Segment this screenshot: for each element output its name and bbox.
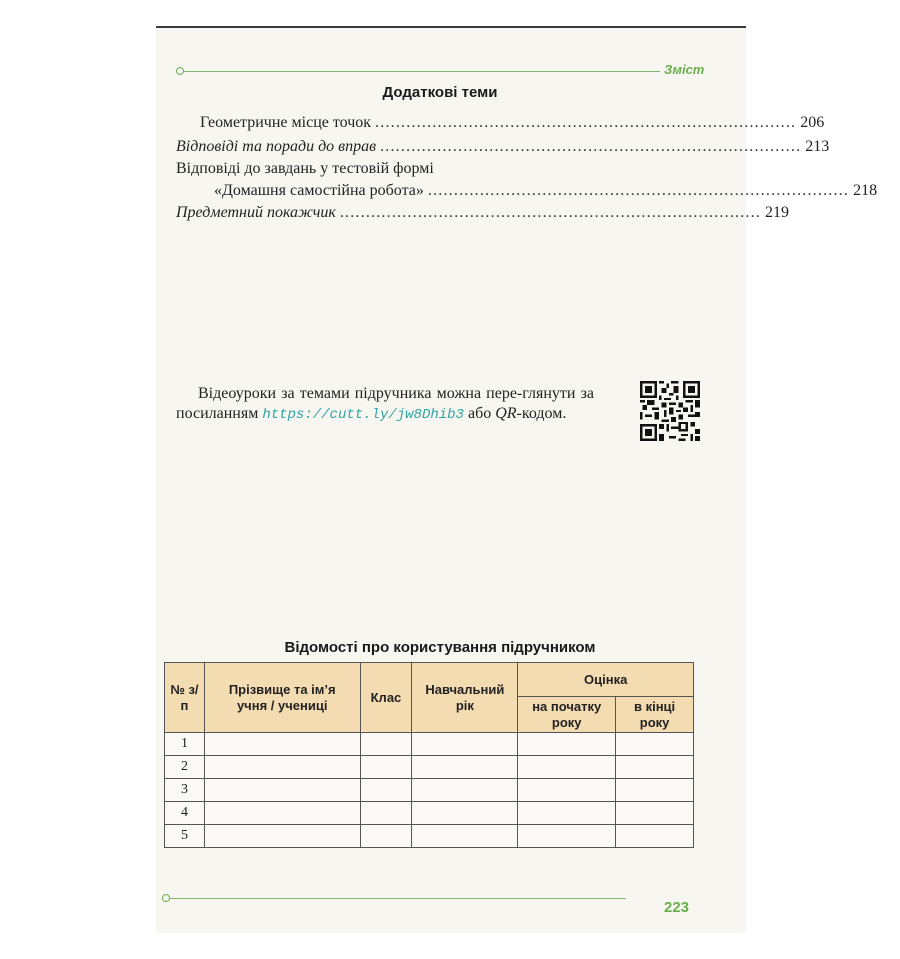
cell-class[interactable] <box>360 756 412 779</box>
table-row <box>165 756 694 779</box>
toc-entry-label: Відповіді та поради до вправ <box>176 138 377 155</box>
cell-student-name[interactable] <box>204 733 360 756</box>
rule-start-dot <box>176 67 184 75</box>
toc-entry-label-line1: Відповіді до завдань у тестовій формі <box>176 160 434 177</box>
row-number: 3 <box>165 779 205 802</box>
cell-student-name[interactable] <box>204 756 360 779</box>
cell-class[interactable] <box>360 825 412 848</box>
toc-entry-page: 218 <box>853 182 878 199</box>
video-text-after: або <box>467 405 492 422</box>
header-grade-end: в кінці року <box>616 697 694 733</box>
header-student-name: Прізвище та ім’я учня / учениці <box>204 663 360 733</box>
toc-entry-label: «Домашня самостійна робота» <box>214 182 424 199</box>
toc-entry[interactable] <box>200 114 825 132</box>
toc-entry[interactable] <box>176 204 790 222</box>
toc-entry[interactable] <box>214 182 878 200</box>
cell-class[interactable] <box>360 779 412 802</box>
row-number: 5 <box>165 825 205 848</box>
textbook-usage-table <box>164 662 694 848</box>
cell-grade-end[interactable] <box>616 756 694 779</box>
leader-dots: ................................................................................. <box>380 138 802 155</box>
leader-dots: ................................................................................. <box>339 204 762 221</box>
header-school-year: Навчальний рік <box>412 663 518 733</box>
cell-class[interactable] <box>360 733 412 756</box>
cell-class[interactable] <box>360 802 412 825</box>
qr-code-icon[interactable] <box>640 381 700 441</box>
header-grade-start: на початку року <box>518 697 616 733</box>
table-row <box>165 733 694 756</box>
cell-grade-start[interactable] <box>518 733 616 756</box>
header-rule <box>184 71 660 72</box>
qr-word: QR <box>495 405 517 422</box>
usage-table-title: Відомості про користування підручником <box>284 639 596 656</box>
cell-grade-start[interactable] <box>518 756 616 779</box>
page-number: 223 <box>664 899 690 916</box>
toc-entry-label: Геометричне місце точок <box>200 114 372 131</box>
cell-student-name[interactable] <box>204 802 360 825</box>
video-lessons-paragraph <box>176 384 594 425</box>
cell-student-name[interactable] <box>204 825 360 848</box>
row-number: 2 <box>165 756 205 779</box>
leader-dots: ................................................................................. <box>427 182 850 199</box>
toc-entry-page: 213 <box>805 138 830 155</box>
section-tag: Зміст <box>664 62 705 77</box>
cell-student-name[interactable] <box>204 779 360 802</box>
row-number: 4 <box>165 802 205 825</box>
table-row <box>165 825 694 848</box>
row-number: 1 <box>165 733 205 756</box>
header-grade: Оцінка <box>518 663 694 697</box>
table-row <box>165 779 694 802</box>
toc-entry[interactable] <box>176 138 830 156</box>
video-link[interactable]: https://cutt.ly/jw8Dhib3 <box>262 407 464 423</box>
cell-school-year[interactable] <box>412 779 518 802</box>
qr-suffix: -кодом. <box>516 405 567 422</box>
header-number: № з/п <box>165 663 205 733</box>
cell-grade-end[interactable] <box>616 779 694 802</box>
cell-grade-end[interactable] <box>616 802 694 825</box>
cell-school-year[interactable] <box>412 802 518 825</box>
toc-entry-page: 206 <box>800 114 825 131</box>
cell-school-year[interactable] <box>412 756 518 779</box>
cell-grade-end[interactable] <box>616 733 694 756</box>
cell-grade-start[interactable] <box>518 779 616 802</box>
toc-entry-label: Предметний покажчик <box>176 204 336 221</box>
toc-title: Додаткові теми <box>382 84 498 101</box>
cell-school-year[interactable] <box>412 733 518 756</box>
leader-dots: ................................................................................. <box>375 114 797 131</box>
toc-entry-page: 219 <box>765 204 790 221</box>
table-row <box>165 802 694 825</box>
cell-school-year[interactable] <box>412 825 518 848</box>
cell-grade-start[interactable] <box>518 825 616 848</box>
cell-grade-end[interactable] <box>616 825 694 848</box>
video-text-before: Відеоуроки за темами підручника можна пере-глянути за посиланням <box>176 385 594 422</box>
footer-rule-dot <box>162 894 170 902</box>
cell-grade-start[interactable] <box>518 802 616 825</box>
header-class: Клас <box>360 663 412 733</box>
footer-rule <box>170 898 626 899</box>
